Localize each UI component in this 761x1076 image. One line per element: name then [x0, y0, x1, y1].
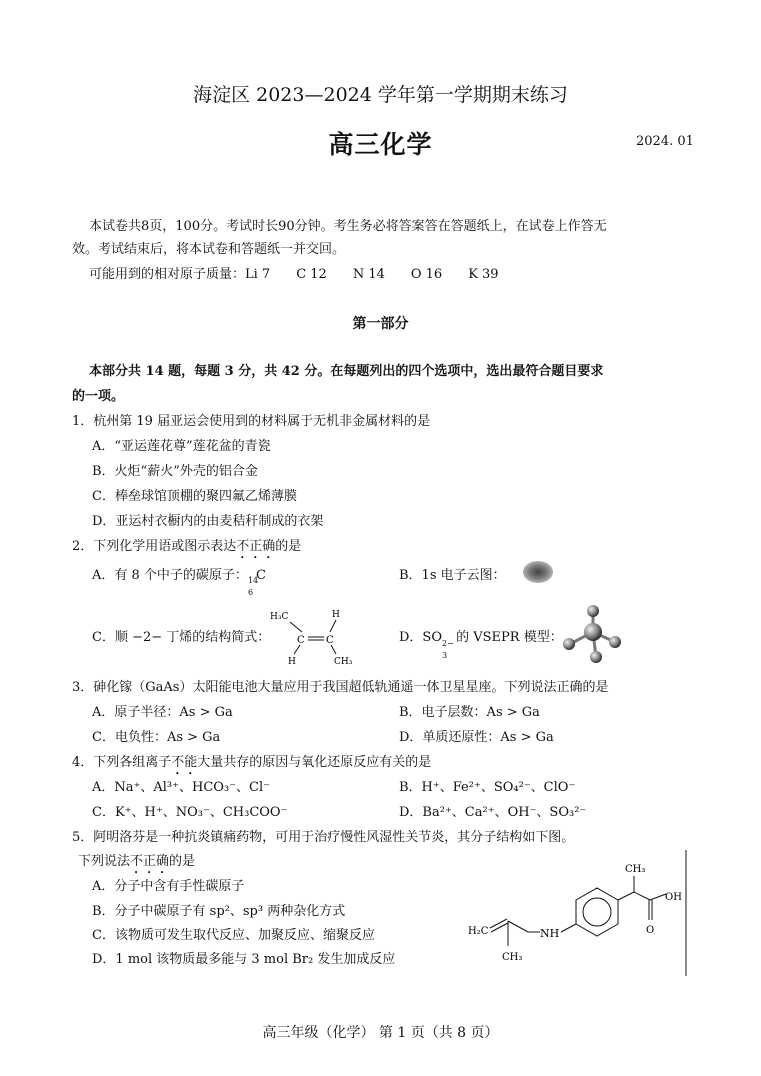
q4-option-d: D．Ba²⁺、Ca²⁺、OH⁻、SO₃²⁻	[399, 805, 587, 820]
part-instruction-2: 的一项。	[72, 389, 125, 404]
subject-title: 高三化学	[328, 130, 433, 159]
q3-option-b: B．电子层数：As > Ga	[399, 705, 540, 720]
q5-option-d: D．1 mol 该物质最多能与 3 mol Br₂ 发生加成反应	[92, 952, 396, 967]
q4-stem: 4．下列各组离子不能大量共存的原因与氧化还原反应有关的是	[72, 755, 432, 770]
label-ch3: CH₃	[334, 657, 353, 667]
q5-option-a: A．分子中含有手性碳原子	[92, 879, 245, 894]
label-h2c: H₂C	[468, 926, 489, 937]
q4-option-b: B．H⁺、Fe²⁺、SO₄²⁻、ClO⁻	[399, 780, 576, 795]
q5-stem: 5．阿明洛芬是一种抗炎镇痛药物，可用于治疗慢性风湿性关节炎，其分子结构如下图。	[72, 830, 575, 845]
q5-option-c: C．该物质可发生取代反应、加聚反应、缩聚反应	[92, 928, 375, 943]
q3-option-a: A．原子半径：As > Ga	[92, 705, 233, 720]
label-h-bottom: H	[288, 657, 296, 667]
q1-option-d: D．亚运村衣橱内的由麦秸秆制成的衣架	[92, 514, 324, 529]
q1-stem: 1．杭州第 19 届亚运会使用到的材料属于无机非金属材料的是	[72, 414, 431, 429]
q4-option-a: A．Na⁺、Al³⁺、HCO₃⁻、Cl⁻	[92, 780, 270, 795]
part-instruction-1: 本部分共 14 题，每题 3 分，共 42 分。在每题列出的四个选项中，选出最符合题目要求	[89, 364, 604, 379]
q3-option-d: D．单质还原性：As > Ga	[399, 730, 554, 745]
cis-2-butene-structure	[270, 605, 365, 667]
q5-substem: 下列说法不正确的是	[78, 854, 196, 869]
q5-option-b: B．分子中碳原子有 sp²、sp³ 两种杂化方式	[92, 904, 346, 919]
label-o: O	[646, 925, 655, 936]
part-heading: 第一部分	[352, 316, 409, 332]
label-ch3-bottom: CH₃	[502, 952, 523, 963]
page-footer: 高三年级（化学） 第 1 页（共 8 页）	[262, 1025, 499, 1041]
label-h-top: H	[332, 610, 340, 620]
electron-cloud-image	[523, 561, 553, 583]
intro-line-1: 本试卷共8页，100分。考试时长90分钟。考生务必将答案答在答题纸上，在试卷上作答无	[89, 219, 607, 234]
exam-date: 2024. 01	[636, 134, 694, 149]
label-c-left: C	[297, 635, 305, 646]
q2-stem: 2．下列化学用语或图示表达不正确的是	[72, 539, 302, 554]
label-ch3-top: CH₃	[625, 864, 646, 875]
q3-stem: 3．砷化镓（GaAs）太阳能电池大量应用于我国超低轨通遥一体卫星星座。下列说法正确的是	[72, 680, 609, 695]
label-h3c: H₃C	[270, 612, 289, 622]
atomic-mass-line: 可能用到的相对原子质量：Li 7 C 12 N 14 O 16 K 39	[89, 267, 499, 282]
label-oh: OH	[665, 892, 682, 903]
q4-option-c: C．K⁺、H⁺、NO₃⁻、CH₃COO⁻	[92, 805, 288, 820]
q2-option-a: A．有 8 个中子的碳原子： 14 6 C	[92, 568, 266, 597]
exam-title: 海淀区 2023—2024 学年第一学期期末练习	[193, 84, 568, 106]
vsepr-model-image	[560, 602, 622, 664]
q1-option-c: C．棒垒球馆顶棚的聚四氟乙烯薄膜	[92, 489, 297, 504]
intro-line-2: 效。考试结束后，将本试卷和答题纸一并交回。	[72, 242, 346, 257]
q2-option-d: D．SO 2− 3 的 VSEPR 模型：	[399, 630, 563, 660]
q2-option-c: C．顺 −2− 丁烯的结构简式：	[92, 630, 271, 645]
q2-option-b: B．1s 电子云图：	[399, 568, 506, 583]
amilofen-structure	[462, 848, 694, 978]
label-nh: NH	[540, 927, 560, 940]
q1-option-b: B．火炬“薪火”外壳的铝合金	[92, 464, 258, 479]
q1-option-a: A．“亚运莲花尊”莲花盆的青瓷	[92, 439, 271, 454]
q3-option-c: C．电负性：As > Ga	[92, 730, 221, 745]
label-c-right: C	[326, 635, 334, 646]
